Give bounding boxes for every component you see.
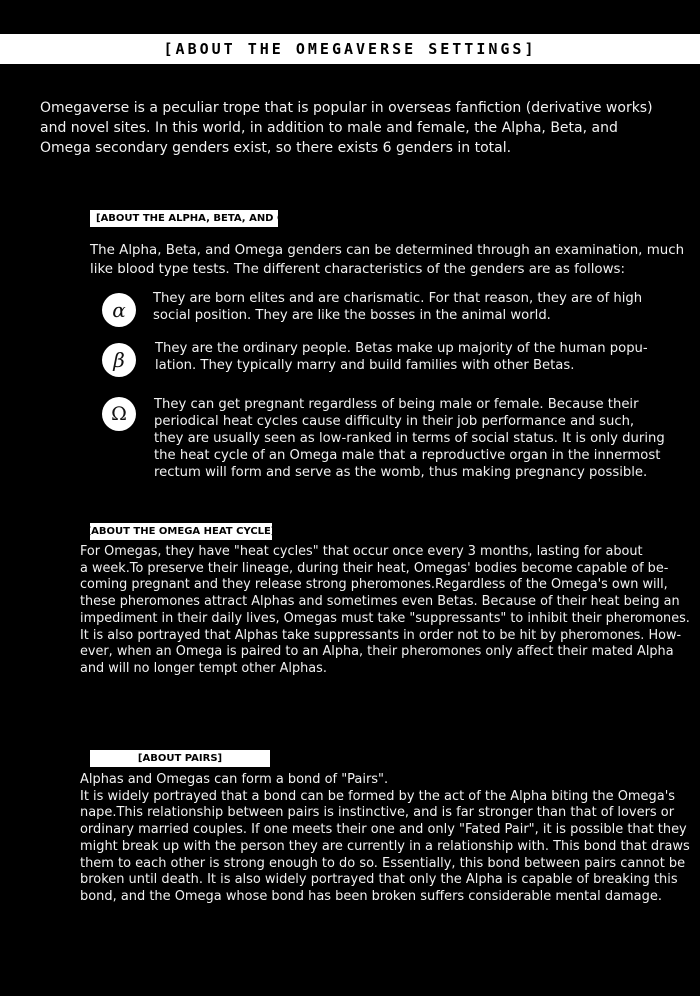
pairs-line: Alphas and Omegas can form a bond of "Pairs". bbox=[80, 772, 389, 787]
pairs-line: them to each other is strong enough to do so. Essentially, this bond between pairs cannot be bbox=[80, 855, 686, 871]
omega-symbol-icon: Ω bbox=[102, 397, 136, 431]
heat-line: For Omegas, they have "heat cycles" that occur once every 3 months, lasting for about bbox=[80, 544, 643, 559]
pairs-section-label: [ABOUT PAIRS] bbox=[90, 750, 270, 767]
beta-description bbox=[155, 340, 648, 374]
omega-line: the heat cycle of an Omega male that a reproductive organ in the innermost bbox=[154, 448, 661, 463]
omega-line: periodical heat cycles cause difficulty in their job performance and such, bbox=[154, 414, 635, 429]
pairs-line: bond, and the Omega whose bond has been broken suffers considerable mental damage. bbox=[80, 888, 662, 904]
omega-line: they are usually seen as low-ranked in terms of social status. It is only during bbox=[154, 431, 665, 446]
heat-line: a week.To preserve their lineage, during their heat, Omegas' bodies become capable of be- bbox=[80, 560, 669, 576]
beta-symbol-icon: β bbox=[102, 343, 136, 377]
alpha-line: They are born elites and are charismatic. For that reason, they are of high bbox=[153, 291, 643, 306]
pairs-line: It is widely portrayed that a bond can be formed by the act of the Alpha biting the Omega's bbox=[80, 788, 676, 804]
alpha-line: social position. They are like the bosses in the animal world. bbox=[153, 308, 551, 323]
intro-line: Omegaverse is a peculiar trope that is popular in overseas fanfiction (derivative works) bbox=[40, 100, 653, 116]
genders-section-label: [ABOUT THE ALPHA, BETA, AND OMEGA GENDERS] bbox=[90, 210, 278, 227]
intro-line: Omega secondary genders exist, so there exists 6 genders in total. bbox=[40, 140, 512, 156]
alpha-symbol-icon: α bbox=[102, 293, 136, 327]
page-title: [ABOUT THE OMEGAVERSE SETTINGS] bbox=[0, 34, 700, 64]
genders-intro-line: The Alpha, Beta, and Omega genders can be determined through an examination, much bbox=[90, 243, 685, 258]
genders-intro-paragraph bbox=[90, 241, 684, 279]
pairs-line: might break up with the person they are currently in a relationship with. This bond that draws bbox=[80, 838, 690, 854]
heat-line: these pheromones attract Alphas and sometimes even Betas. Because of their heat being an bbox=[80, 594, 680, 610]
omega-line: They can get pregnant regardless of being male or female. Because their bbox=[154, 397, 639, 412]
intro-line: and novel sites. In this world, in addition to male and female, the Alpha, Beta, and bbox=[40, 120, 618, 136]
pairs-line: broken until death. It is also widely portrayed that only the Alpha is capable of breaking this bbox=[80, 872, 678, 888]
heat-line: It is also portrayed that Alphas take suppressants in order not to be hit by pheromones. How- bbox=[80, 627, 682, 643]
omega-line: rectum will form and serve as the womb, thus making pregnancy possible. bbox=[154, 465, 648, 480]
intro-paragraph bbox=[40, 98, 653, 158]
pairs-paragraph bbox=[80, 772, 692, 906]
beta-line: lation. They typically marry and build families with other Betas. bbox=[155, 358, 575, 373]
heat-line: and will no longer tempt other Alphas. bbox=[80, 660, 327, 676]
heat-paragraph bbox=[80, 544, 697, 678]
heat-line: ever, when an Omega is paired to an Alpha, their pheromones only affect their mated Alpha bbox=[80, 644, 674, 660]
genders-intro-line: like blood type tests. The different characteristics of the genders are as follows: bbox=[90, 262, 626, 277]
beta-line: They are the ordinary people. Betas make up majority of the human popu- bbox=[155, 341, 648, 356]
omega-description bbox=[154, 396, 665, 481]
heat-line: impediment in their daily lives, Omegas must take "suppressants" to inhibit their pheromones. bbox=[80, 610, 690, 626]
pairs-line: nape.This relationship between pairs is instinctive, and is far stronger than that of lovers or bbox=[80, 805, 675, 821]
heat-line: coming pregnant and they release strong pheromones.Regardless of the Omega's own will, bbox=[80, 577, 668, 593]
heat-section-label: [ABOUT THE OMEGA HEAT CYCLE] bbox=[90, 523, 272, 540]
alpha-description bbox=[153, 290, 642, 324]
pairs-line: ordinary married couples. If one meets their one and only "Fated Pair", it is possible that they bbox=[80, 822, 687, 838]
